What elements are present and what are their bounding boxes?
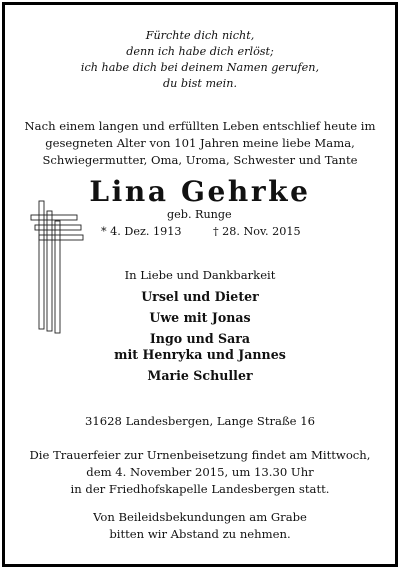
mourner-name: Marie Schuller <box>147 368 253 383</box>
condolences-line-2: bitten wir Abstand zu nehmen. <box>109 527 291 541</box>
funeral-line-3: in der Friedhofskapelle Landesbergen statt. <box>70 482 330 496</box>
birth-date: * 4. Dez. 1913 <box>101 225 182 238</box>
intro-line-3: Schwiegermutter, Oma, Uroma, Schwester und Tante <box>42 153 358 167</box>
funeral-line-2: dem 4. November 2015, um 13.30 Uhr <box>86 465 314 479</box>
verse-line-1: Fürchte dich nicht, <box>145 29 255 42</box>
address: 31628 Landesbergen, Lange Straße 16 <box>85 414 315 428</box>
mourners-heading: In Liebe und Dankbarkeit <box>124 268 276 282</box>
death-date: † 28. Nov. 2015 <box>213 225 301 238</box>
intro-line-2: gesegneten Alter von 101 Jahren meine liebe Mama, <box>45 136 355 150</box>
verse-line-3: ich habe dich bei deinem Namen gerufen, <box>80 61 320 74</box>
deceased-name: Lina Gehrke <box>89 175 311 208</box>
mourner-name: mit Henryka und Jannes <box>114 347 286 362</box>
maiden-name: geb. Runge <box>167 208 232 221</box>
mourner-name: Ingo und Sara <box>149 331 251 346</box>
mourner-name: Ursel und Dieter <box>141 289 259 304</box>
funeral-line-1: Die Trauerfeier zur Urnenbeisetzung findet am Mittwoch, <box>29 448 371 462</box>
verse-line-2: denn ich habe dich erlöst; <box>126 45 274 58</box>
condolences-line-1: Von Beileidsbekundungen am Grabe <box>93 510 307 524</box>
obituary-notice <box>2 2 398 567</box>
intro-line-1: Nach einem langen und erfüllten Leben entschlief heute im <box>24 119 376 133</box>
mourner-name: Uwe mit Jonas <box>149 310 251 325</box>
verse-line-4: du bist mein. <box>162 77 238 90</box>
